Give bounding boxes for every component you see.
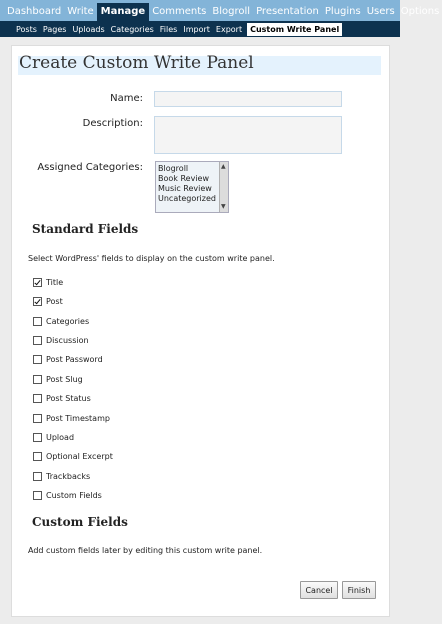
description-textarea[interactable] — [154, 116, 342, 154]
custom-fields-description: Add custom fields later by editing this custom write panel. — [28, 546, 263, 555]
tab-write[interactable]: Write — [67, 6, 94, 17]
field-custom-fields[interactable] — [33, 489, 102, 501]
field-discussion[interactable] — [33, 334, 89, 346]
category-option[interactable]: Blogroll — [158, 164, 189, 173]
finish-button[interactable]: Finish — [342, 581, 376, 599]
category-option[interactable]: Music Review — [158, 184, 212, 193]
categories-listbox[interactable] — [155, 161, 229, 213]
field-post-timestamp[interactable] — [33, 412, 110, 424]
field-label: Discussion — [46, 335, 89, 345]
field-optional-excerpt[interactable] — [33, 450, 113, 462]
name-input[interactable] — [154, 91, 342, 107]
standard-fields-description: Select WordPress' fields to display on the custom write panel. — [28, 254, 275, 263]
field-label: Custom Fields — [46, 490, 102, 500]
checkbox-post-status[interactable] — [33, 394, 42, 403]
checkbox-post-timestamp[interactable] — [33, 414, 42, 423]
field-upload[interactable] — [33, 431, 74, 443]
category-option[interactable]: Book Review — [158, 174, 209, 183]
categories-scrollbar[interactable] — [219, 162, 228, 212]
subnav-import[interactable]: Import — [183, 24, 210, 34]
cancel-button[interactable]: Cancel — [300, 581, 338, 599]
subnav-uploads[interactable]: Uploads — [72, 24, 105, 34]
checkbox-post-slug[interactable] — [33, 375, 42, 384]
tab-manage[interactable]: Manage — [97, 3, 150, 21]
field-label: Post Slug — [46, 374, 83, 384]
tab-presentation[interactable]: Presentation — [256, 6, 319, 17]
field-label: Upload — [46, 432, 75, 442]
subnav-custom-write-panel[interactable]: Custom Write Panel — [247, 23, 342, 36]
field-post-slug[interactable] — [33, 373, 83, 385]
name-label: Name: — [110, 93, 143, 104]
field-label: Trackbacks — [46, 471, 91, 481]
field-post[interactable] — [33, 295, 63, 307]
checkbox-optional-excerpt[interactable] — [33, 452, 42, 461]
checkbox-discussion[interactable] — [33, 336, 42, 345]
checkbox-upload[interactable] — [33, 433, 42, 442]
sub-nav — [0, 21, 400, 37]
standard-fields-heading: Standard Fields — [32, 222, 139, 236]
field-categories[interactable] — [33, 315, 89, 327]
description-label: Description: — [82, 118, 143, 129]
field-label: Optional Excerpt — [46, 451, 113, 461]
checkbox-categories[interactable] — [33, 317, 42, 326]
field-trackbacks[interactable] — [33, 470, 90, 482]
subnav-files[interactable]: Files — [159, 24, 178, 34]
tab-plugins[interactable]: Plugins — [324, 6, 361, 17]
tab-options[interactable]: Options — [400, 6, 440, 17]
checkbox-post[interactable] — [33, 297, 42, 306]
field-label: Post Status — [46, 393, 91, 403]
tab-users[interactable]: Users — [366, 6, 395, 17]
category-option[interactable]: Uncategorized — [158, 194, 216, 203]
tab-comments[interactable]: Comments — [152, 6, 207, 17]
scroll-down-icon[interactable]: ▼ — [221, 203, 226, 210]
field-label: Categories — [46, 316, 90, 326]
field-post-password[interactable] — [33, 353, 103, 365]
main-panel — [11, 45, 390, 617]
subnav-pages[interactable]: Pages — [42, 24, 67, 34]
field-post-status[interactable] — [33, 392, 91, 404]
subnav-posts[interactable]: Posts — [16, 24, 37, 34]
field-label: Post — [46, 296, 63, 306]
subnav-export[interactable]: Export — [215, 24, 243, 34]
checkbox-trackbacks[interactable] — [33, 472, 42, 481]
field-label: Post Password — [46, 354, 103, 364]
tab-dashboard[interactable]: Dashboard — [7, 6, 62, 17]
top-nav — [0, 0, 440, 21]
checkbox-custom-fields[interactable] — [33, 491, 42, 500]
tab-blogroll[interactable]: Blogroll — [212, 6, 251, 17]
scroll-up-icon[interactable]: ▲ — [221, 163, 226, 170]
subnav-categories[interactable]: Categories — [110, 24, 154, 34]
custom-fields-heading: Custom Fields — [32, 515, 128, 529]
field-label: Title — [46, 277, 64, 287]
field-title[interactable] — [33, 276, 63, 288]
checkbox-post-password[interactable] — [33, 355, 42, 364]
categories-label: Assigned Categories: — [37, 162, 143, 173]
field-label: Post Timestamp — [46, 413, 110, 423]
checkbox-title[interactable] — [33, 278, 42, 287]
page-title: Create Custom Write Panel — [19, 53, 254, 73]
